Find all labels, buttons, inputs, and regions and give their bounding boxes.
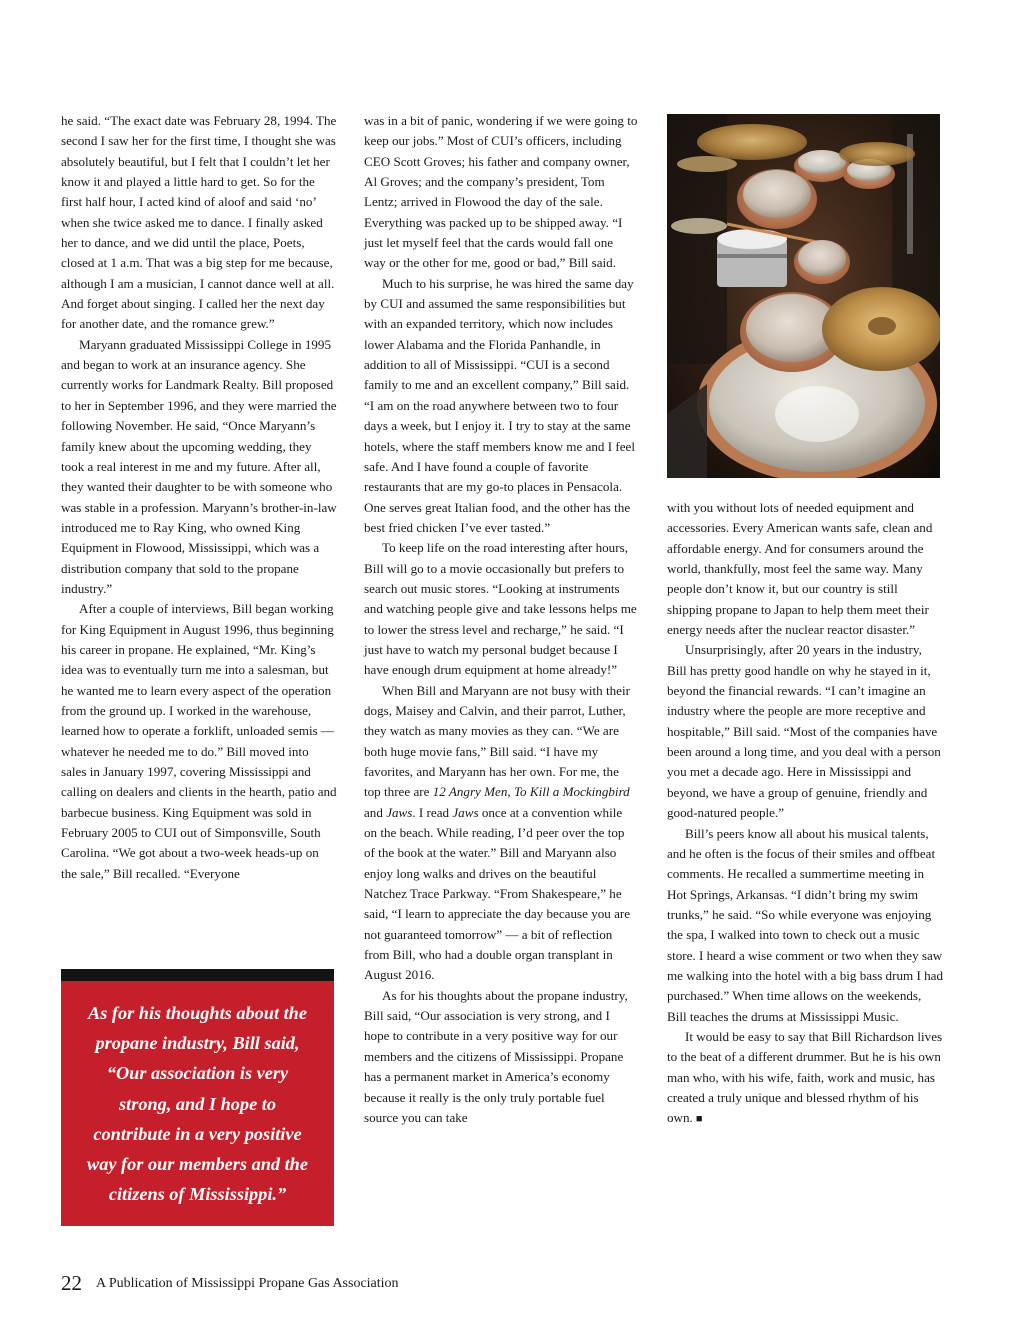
paragraph-text: . I read	[412, 804, 453, 820]
paragraph-text: When Bill and Maryann are not busy with their dogs, Maisey and Calvin, and their parrot, Luther, they watch as many movies as they can. “We are both huge movie fans,” Bill said. “I have my favorites, and Maryann has her own. For me, the top three are	[364, 682, 630, 800]
movie-title: Jaws	[386, 804, 413, 820]
article-column-2	[364, 111, 638, 1128]
article-paragraph	[667, 1027, 943, 1130]
article-column-3	[667, 498, 943, 1130]
drum-kit-illustration	[667, 114, 940, 478]
article-paragraph: Much to his surprise, he was hired the same day by CUI and assumed the same responsibilities but with an expanded territory, which now includes lower Alabama and the Florida Panhandle, in addition to all of Mississippi. “CUI is a second family to me and an excellent company,” Bill said. “I am on the road anywhere between two to four days a week, but I enjoy it. I try to stay at the same hotels, where the staff members know me and I feel safe. And I have found a couple of favorite restaurants that are my go-to places in Pensacola. One serves great Italian food, and the other has the best fried chicken I’ve ever tasted.”	[364, 275, 635, 535]
publication-credit: A Publication of Mississippi Propane Gas Association	[96, 1275, 399, 1291]
article-paragraph	[364, 681, 638, 986]
paragraph-text: once at a convention while on the beach. While reading, I’d peer over the top of the book at the water.” Bill and Maryann also enjoy long walks and drives on the beautiful Natchez Trace Parkway. “From Shakespeare,” he said, “I learn to appreciate the day because you are not guaranteed tomorrow” — a bit of reflection from Bill, who had a double organ transplant in August 2016.	[364, 804, 631, 983]
article-paragraph: was in a bit of panic, wondering if we were going to keep our jobs.” Most of CUI’s officers, including CEO Scott Groves; his father and company owner, Al Groves; and the company’s president, Tom Lentz; arrived in Flowood the day of the sale. Everything was packed up to be shipped away. “I just let myself feel that the cards would fall one way or the other for me, good or bad,” Bill said.	[364, 113, 638, 271]
article-paragraph: To keep life on the road interesting after hours, Bill will go to a movie occasionally but prefers to search out music stores. “Looking at instruments and watching people give and take lessons helps me to lower the stress level and recharge,” he said. “I just have to watch my personal budget because I have enough drum equipment at home already!”	[364, 540, 637, 678]
drum-kit-photo	[667, 114, 940, 478]
page-number: 22	[61, 1271, 82, 1295]
pullquote-bar	[61, 969, 334, 981]
end-mark-icon: ■	[695, 1113, 703, 1126]
article-paragraph: Bill’s peers know all about his musical talents, and he often is the focus of their smiles and offbeat comments. He recalled a summertime meeting in Hot Springs, Arkansas. “I didn’t bring my swim trunks,” he said. “So while everyone was enjoying the spa, I walked into town to check out a music store. I heard a wise comment or two when they saw me walking into the hotel with a big bass drum I had purchased.” When time allows on the weekends, Bill teaches the drums at Mississippi Music.	[667, 825, 944, 1024]
movie-title: To Kill a Mockingbird	[513, 784, 630, 800]
pullquote-text: As for his thoughts about the propane industry, Bill said, “Our association is very strong, and I hope to contribute in a very positive way for our members and the citizens of Mississippi.”	[87, 1003, 308, 1205]
movie-title: 12 Angry Men	[432, 784, 508, 800]
paragraph-text: ,	[507, 784, 514, 800]
article-paragraph: he said. “The exact date was February 28, 1994. The second I saw her for the first time, I thought she was absolutely beautiful, but I felt that I couldn’t let her know it and played a little hard to get. So for the first half hour, I acted kind of aloof and said ‘no’ when she twice asked me to dance. I finally asked her to dance, and we did until the place, Poets, closed at 1 a.m. That was a big step for me because, although I am a musician, I cannot dance well at all. And forget about singing. I called her the next day for another date, and the romance grew.”	[61, 113, 337, 332]
paragraph-text: It would be easy to say that Bill Richardson lives to the beat of a different drummer. But he is his own man who, with his wife, faith, work and music, has created a truly unique and blessed rhythm of his own.	[667, 1028, 943, 1126]
pullquote	[61, 981, 334, 1226]
page-footer	[61, 1271, 661, 1297]
paragraph-text: and	[364, 804, 387, 820]
article-paragraph: As for his thoughts about the propane industry, Bill said, “Our association is very strong, and I hope to contribute in a very positive way for our members and the citizens of Mississippi. Propane has a permanent market in America’s economy because it really is the only truly portable fuel source you can take	[364, 987, 628, 1125]
article-paragraph: Unsurprisingly, after 20 years in the industry, Bill has pretty good handle on why he stayed in it, beyond the financial rewards. “I can’t imagine an industry where the people are more receptive and hospitable,” Bill said. “Most of the companies have been around a long time, and you deal with a person you met a decade ago. Here in Mississippi and beyond, we have a group of genuine, friendly and good-natured people.”	[667, 642, 941, 821]
article-paragraph: with you without lots of needed equipment and accessories. Every American wants safe, clean and affordable energy. And for consumers around the world, thankfully, most feel the same way. Many people don’t know it, but our country is still shipping propane to Japan to help them meet their energy needs after the nuclear reactor disaster.”	[667, 500, 933, 638]
article-paragraph: After a couple of interviews, Bill began working for King Equipment in August 1996, thus beginning his career in propane. He explained, “Mr. King’s idea was to eventually turn me into a salesman, but he wanted me to learn every aspect of the operation from the ground up. I worked in the warehouse, learned how to operate a forklift, unloaded semis — whatever he needed me to do.” Bill moved into sales in January 1997, covering Mississippi and calling on dealers and clients in the hearth, patio and barbecue business. King Equipment was sold in February 2005 to CUI out of Simponsville, South Carolina. “We got about a two-week heads-up on the sale,” Bill recalled. “Everyone	[61, 601, 337, 881]
book-title: Jaws	[452, 804, 479, 820]
article-paragraph: Maryann graduated Mississippi College in 1995 and began to work at an insurance agency. She currently works for Landmark Realty. Bill proposed to her in September 1996, and they were married the following November. He said, “Once Maryann’s family knew about the upcoming wedding, they took a real interest in me and my future. After all, they wanted their daughter to be with someone who was stable in a profession. Maryann’s brother-in-law introduced me to Ray King, who owned King Equipment in Flowood, Mississippi, which was a distribution company that sold to the propane industry.”	[61, 336, 337, 596]
article-column-1	[61, 111, 337, 884]
